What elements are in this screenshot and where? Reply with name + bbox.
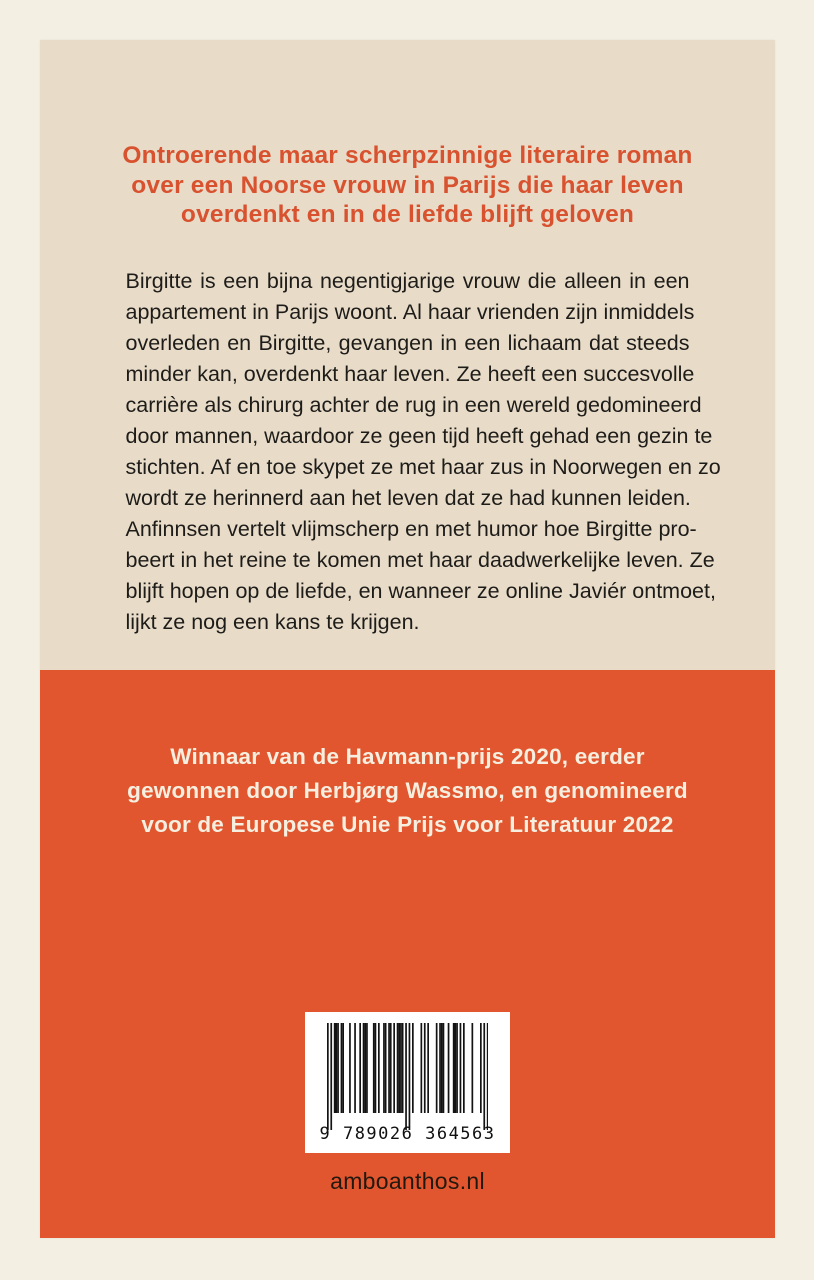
synopsis bbox=[125, 266, 721, 638]
text-line: appartement in Parijs woont. Al haar vrienden zijn inmiddels bbox=[125, 299, 695, 324]
text-line: beert in het reine te komen met haar daadwerkelijke leven. Ze bbox=[125, 547, 715, 572]
text-line: blijft hopen op de liefde, en wanneer ze online Javiér ontmoet, bbox=[125, 578, 716, 603]
barcode bbox=[305, 1012, 510, 1153]
cover-bottom-section bbox=[40, 670, 775, 1238]
cover-top-section bbox=[40, 40, 775, 670]
text-line: over een Noorse vrouw in Parijs die haar leven bbox=[131, 171, 684, 199]
publisher-url: amboanthos.nl bbox=[330, 1168, 485, 1194]
text-line: gewonnen door Herbjørg Wassmo, en genomineerd bbox=[127, 778, 688, 803]
text-line: Birgitte is een bijna negentigjarige vrouw die alleen in een bbox=[125, 268, 690, 293]
award-note bbox=[40, 670, 775, 842]
text-line: overleden en Birgitte, gevangen in een lichaam dat steeds bbox=[125, 330, 690, 355]
text-line: overdenkt en in de liefde blijft geloven bbox=[180, 201, 635, 228]
isbn-text: 9 789026 364563 bbox=[319, 1124, 496, 1144]
text-line: wordt ze herinnerd aan het leven dat ze had kunnen leiden. bbox=[125, 485, 691, 510]
text-line: door mannen, waardoor ze geen tijd heeft gehad een gezin te bbox=[125, 423, 713, 448]
text-line: stichten. Af en toe skypet ze met haar zus in Noorwegen en zo bbox=[125, 454, 721, 479]
barcode-bars-icon bbox=[327, 1023, 489, 1135]
text-line: Ontroerende maar scherpzinnige literaire roman bbox=[122, 142, 693, 169]
book-back-cover bbox=[40, 40, 775, 1238]
text-line: voor de Europese Unie Prijs voor Literatuur 2022 bbox=[141, 812, 674, 837]
text-line: carrière als chirurg achter de rug in een wereld gedomineerd bbox=[125, 392, 702, 417]
text-line: Anfinnsen vertelt vlijmscherp en met humor hoe Birgitte pro- bbox=[125, 516, 697, 541]
text-line: lijkt ze nog een kans te krijgen. bbox=[125, 609, 420, 634]
text-line: Winnaar van de Havmann-prijs 2020, eerder bbox=[170, 744, 645, 769]
text-line: minder kan, overdenkt haar leven. Ze heeft een succesvolle bbox=[125, 361, 695, 386]
tagline bbox=[40, 40, 775, 230]
